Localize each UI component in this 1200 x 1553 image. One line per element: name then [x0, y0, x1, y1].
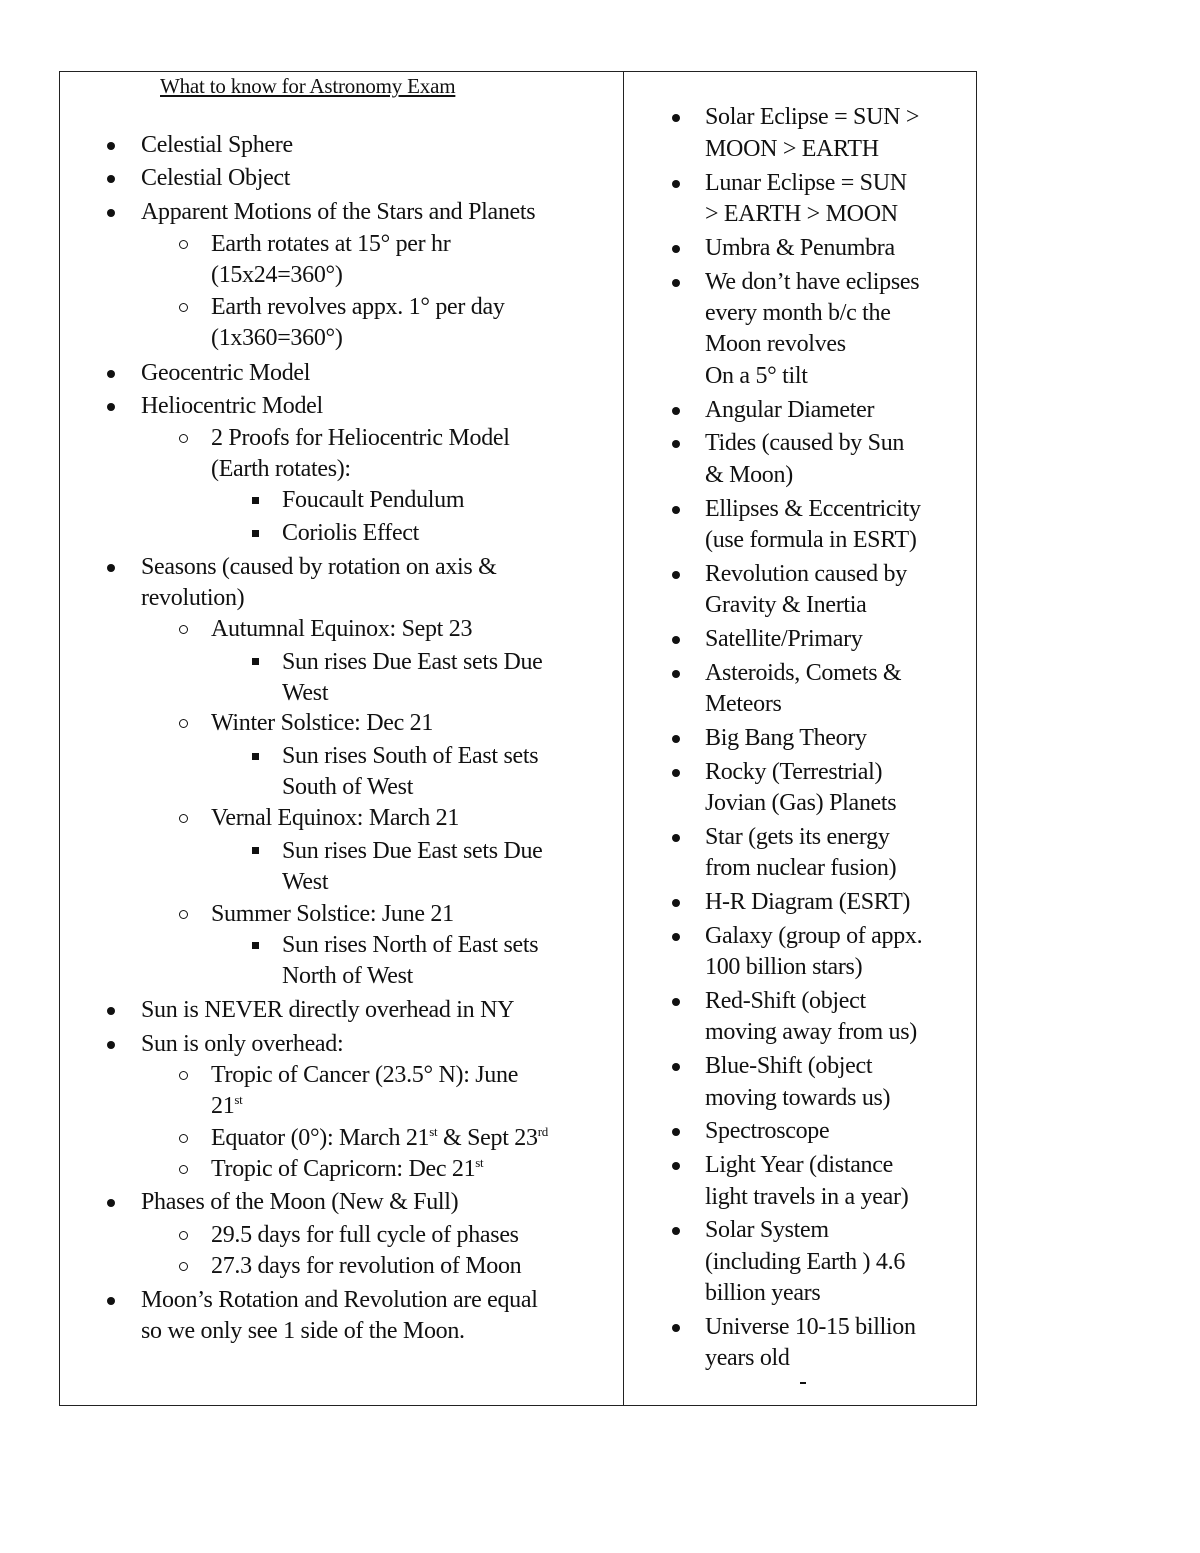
list-item: Universe 10-15 billion [705, 1314, 916, 1340]
superscript: st [429, 1124, 438, 1139]
sub-sub-bullet [252, 753, 259, 760]
bullet [107, 1297, 115, 1305]
bullet [672, 571, 680, 579]
bullet [107, 403, 115, 411]
list-item: moving away from us) [705, 1019, 917, 1045]
list-item: Phases of the Moon (New & Full) [141, 1189, 459, 1215]
list-item: Red-Shift (object [705, 988, 866, 1014]
sub-bullet [179, 1231, 188, 1240]
bullet [107, 1041, 115, 1049]
bullet [672, 245, 680, 253]
bullet [672, 180, 680, 188]
superscript: rd [537, 1124, 548, 1139]
list-item: Solar System [705, 1217, 829, 1243]
list-item: (Earth rotates): [211, 456, 351, 482]
list-item: Earth rotates at 15° per hr [211, 231, 451, 257]
list-item: West [282, 869, 329, 895]
list-item: (including Earth ) 4.6 [705, 1249, 906, 1275]
bullet [672, 407, 680, 415]
bullet [107, 1007, 115, 1015]
list-item: 100 billion stars) [705, 954, 863, 980]
list-item: billion years [705, 1280, 821, 1306]
sub-bullet [179, 719, 188, 728]
dash-mark [800, 1382, 806, 1384]
list-item: Big Bang Theory [705, 725, 867, 751]
list-item: Sun rises North of East sets [282, 932, 539, 958]
text: Equator (0°): March 21 [211, 1125, 430, 1151]
list-item: We don’t have eclipses [705, 269, 920, 295]
list-item: North of West [282, 963, 414, 989]
sub-bullet [179, 1134, 188, 1143]
list-item: Sun is NEVER directly overhead in NY [141, 997, 515, 1023]
sub-bullet [179, 434, 188, 443]
list-item: Moon revolves [705, 331, 846, 357]
list-item: revolution) [141, 585, 245, 611]
notes-table [59, 71, 977, 1406]
list-item: & Moon) [705, 462, 793, 488]
list-item: Moon’s Rotation and Revolution are equal [141, 1287, 538, 1313]
sub-sub-bullet [252, 847, 259, 854]
bullet [672, 769, 680, 777]
list-item: Sun rises Due East sets Due [282, 838, 543, 864]
bullet [672, 440, 680, 448]
bullet [672, 834, 680, 842]
list-item: Seasons (caused by rotation on axis & [141, 554, 497, 580]
right-column [624, 72, 976, 1405]
bullet [672, 1324, 680, 1332]
list-item [211, 1123, 548, 1154]
list-item [211, 1091, 242, 1122]
bullet [672, 1227, 680, 1235]
sub-bullet [179, 303, 188, 312]
list-item: Star (gets its energy [705, 824, 890, 850]
bullet [107, 1199, 115, 1207]
sub-sub-bullet [252, 942, 259, 949]
bullet [672, 899, 680, 907]
sub-bullet [179, 1262, 188, 1271]
list-item: Summer Solstice: June 21 [211, 901, 454, 927]
list-item: moving towards us) [705, 1085, 891, 1111]
list-item: Celestial Sphere [141, 132, 293, 158]
list-item: Vernal Equinox: March 21 [211, 805, 460, 831]
page-title: What to know for Astronomy Exam [160, 74, 456, 98]
sub-bullet [179, 625, 188, 634]
list-item: West [282, 680, 329, 706]
list-item: H-R Diagram (ESRT) [705, 889, 911, 915]
list-item: South of West [282, 774, 414, 800]
list-item: Umbra & Penumbra [705, 235, 895, 261]
list-item: 27.3 days for revolution of Moon [211, 1253, 522, 1279]
list-item: Celestial Object [141, 165, 291, 191]
bullet [107, 209, 115, 217]
list-item: Asteroids, Comets & [705, 660, 902, 686]
list-item: so we only see 1 side of the Moon. [141, 1318, 465, 1344]
superscript: st [234, 1092, 243, 1107]
text: 21 [211, 1093, 235, 1119]
list-item: Apparent Motions of the Stars and Planets [141, 199, 536, 225]
bullet [672, 670, 680, 678]
list-item: MOON > EARTH [705, 136, 879, 162]
list-item: Lunar Eclipse = SUN [705, 170, 907, 196]
sub-bullet [179, 910, 188, 919]
bullet [672, 998, 680, 1006]
list-item: (15x24=360°) [211, 262, 343, 288]
sub-sub-bullet [252, 497, 259, 504]
list-item: Sun rises Due East sets Due [282, 649, 543, 675]
list-item: every month b/c the [705, 300, 891, 326]
bullet [672, 506, 680, 514]
list-item: Winter Solstice: Dec 21 [211, 710, 434, 736]
text: Tropic of Capricorn: Dec 21 [211, 1156, 476, 1182]
bullet [107, 142, 115, 150]
bullet [672, 636, 680, 644]
list-item: 2 Proofs for Heliocentric Model [211, 425, 510, 451]
list-item: Angular Diameter [705, 397, 875, 423]
sub-bullet [179, 1071, 188, 1080]
bullet [672, 1128, 680, 1136]
list-item: > EARTH > MOON [705, 201, 898, 227]
text: & Sept 23 [437, 1125, 538, 1151]
list-item: Spectroscope [705, 1118, 830, 1144]
list-item [211, 1154, 483, 1185]
bullet [672, 114, 680, 122]
list-item: Blue-Shift (object [705, 1053, 873, 1079]
bullet [107, 175, 115, 183]
list-item: Rocky (Terrestrial) [705, 759, 883, 785]
bullet [107, 564, 115, 572]
list-item: Geocentric Model [141, 360, 311, 386]
sub-sub-bullet [252, 658, 259, 665]
list-item: On a 5° tilt [705, 363, 808, 389]
list-item: Light Year (distance [705, 1152, 893, 1178]
list-item: Meteors [705, 691, 782, 717]
list-item: Solar Eclipse = SUN > [705, 104, 920, 130]
list-item: Sun rises South of East sets [282, 743, 539, 769]
list-item: Ellipses & Eccentricity [705, 496, 921, 522]
bullet [672, 1063, 680, 1071]
sub-bullet [179, 240, 188, 249]
list-item: Autumnal Equinox: Sept 23 [211, 616, 473, 642]
sub-sub-bullet [252, 530, 259, 537]
list-item: (use formula in ESRT) [705, 527, 917, 553]
bullet [672, 1162, 680, 1170]
list-item: Sun is only overhead: [141, 1031, 344, 1057]
superscript: st [475, 1155, 484, 1170]
list-item: Tides (caused by Sun [705, 430, 905, 456]
list-item: Galaxy (group of appx. [705, 923, 923, 949]
list-item: Foucault Pendulum [282, 487, 465, 513]
list-item: years old [705, 1345, 790, 1371]
list-item: (1x360=360°) [211, 325, 343, 351]
list-item: 29.5 days for full cycle of phases [211, 1222, 519, 1248]
bullet [672, 933, 680, 941]
list-item: Earth revolves appx. 1° per day [211, 294, 505, 320]
left-column [60, 72, 624, 1405]
list-item: light travels in a year) [705, 1184, 909, 1210]
list-item: Tropic of Cancer (23.5° N): June [211, 1062, 519, 1088]
sub-bullet [179, 814, 188, 823]
list-item: Satellite/Primary [705, 626, 863, 652]
list-item: Gravity & Inertia [705, 592, 867, 618]
list-item: Coriolis Effect [282, 520, 420, 546]
bullet [107, 370, 115, 378]
list-item: Revolution caused by [705, 561, 907, 587]
list-item: Jovian (Gas) Planets [705, 790, 897, 816]
sub-bullet [179, 1165, 188, 1174]
bullet [672, 735, 680, 743]
list-item: Heliocentric Model [141, 393, 323, 419]
list-item: from nuclear fusion) [705, 855, 897, 881]
bullet [672, 279, 680, 287]
